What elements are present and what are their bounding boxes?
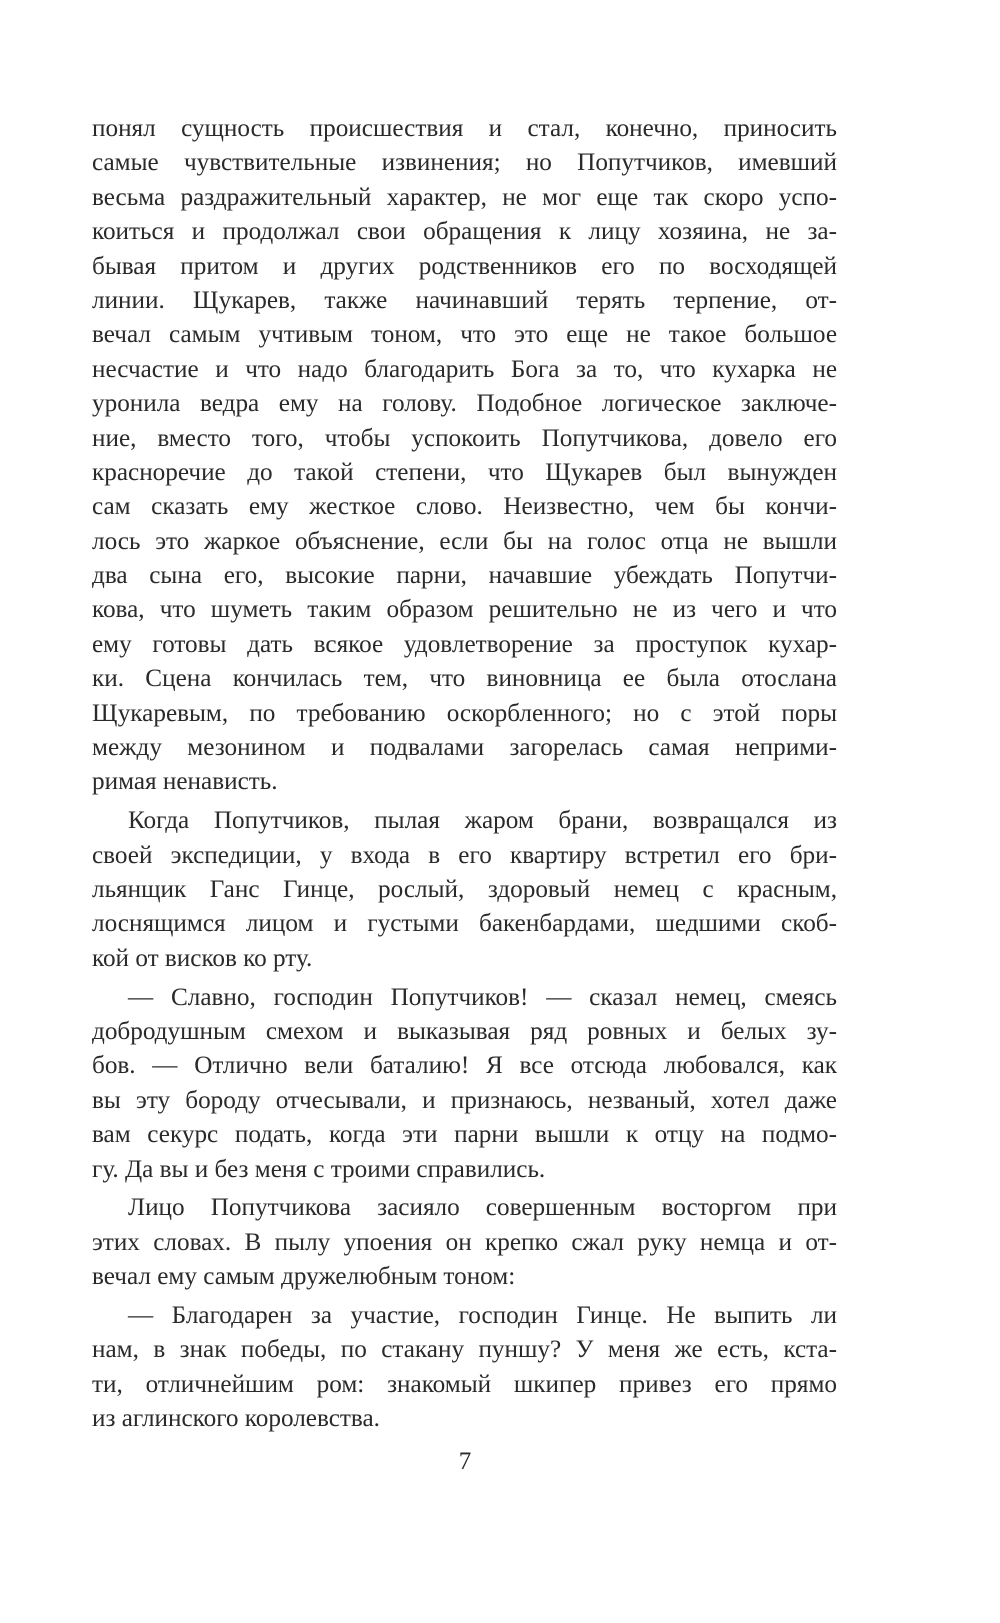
text-line: сам сказать ему жесткое слово. Неизвестно, чем бы кончи- bbox=[92, 493, 837, 521]
text-line: уронила ведра ему на голову. Подобное логическое заключе- bbox=[92, 390, 837, 418]
text-line: между мезонином и подвалами загорелась самая неприми- bbox=[92, 734, 837, 762]
paragraph bbox=[92, 804, 837, 976]
text-line: понял сущность происшествия и стал, конечно, приносить bbox=[92, 115, 837, 142]
text-line: — Благодарен за участие, господин Гинце. Не выпить ли bbox=[128, 1301, 837, 1329]
paragraph bbox=[92, 1299, 837, 1437]
text-line: римая ненависть. bbox=[92, 768, 278, 796]
text-line: ние, вместо того, чтобы успокоить Попутчикова, довело его bbox=[92, 424, 837, 452]
text-line: Щукаревым, по требованию оскорбленного; но с этой поры bbox=[92, 699, 837, 727]
text-line: вечал самым учтивым тоном, что это еще не такое большое bbox=[92, 321, 837, 349]
text-line: кова, что шуметь таким образом решительно не из чего и что bbox=[92, 596, 837, 624]
text-line: ему готовы дать всякое удовлетворение за проступок кухар- bbox=[92, 630, 837, 658]
text-line: ки. Сцена кончилась тем, что виновница ее была отослана bbox=[92, 665, 837, 693]
text-line: коиться и продолжал свои обращения к лицу хозяина, не за- bbox=[92, 218, 837, 246]
text-line: вам секурс подать, когда эти парни вышли к отцу на подмо- bbox=[92, 1121, 837, 1149]
text-line: самые чувствительные извинения; но Попутчиков, имевший bbox=[92, 149, 837, 177]
text-line: вечал ему самым дружелюбным тоном: bbox=[92, 1263, 516, 1291]
text-line: несчастие и что надо благодарить Бога за то, что кухарка не bbox=[92, 355, 837, 383]
text-line: — Славно, господин Попутчиков! — сказал немец, смеясь bbox=[128, 983, 837, 1011]
text-line: лось это жаркое объяснение, если бы на голос отца не вышли bbox=[92, 527, 837, 555]
text-line: ти, отличнейшим ром: знакомый шкипер привез его прямо bbox=[92, 1370, 837, 1398]
text-line: два сына его, высокие парни, начавшие убеждать Попутчи- bbox=[92, 562, 837, 590]
text-line: этих словах. В пылу упоения он крепко сжал руку немца и от- bbox=[92, 1228, 837, 1256]
text-line: своей экспедиции, у входа в его квартиру встретил его бри- bbox=[92, 841, 837, 869]
paragraph bbox=[92, 981, 837, 1187]
body-text bbox=[92, 112, 837, 1441]
text-line: нам, в знак победы, по стакану пуншу? У меня же есть, кста- bbox=[92, 1336, 837, 1364]
paragraph bbox=[92, 1191, 837, 1294]
text-line: Лицо Попутчикова засияло совершенным восторгом при bbox=[128, 1194, 837, 1222]
text-line: гу. Да вы и без меня с троими справились. bbox=[92, 1155, 546, 1183]
text-line: линии. Щукарев, также начинавший терять терпение, от- bbox=[92, 286, 837, 314]
text-line: лоснящимся лицом и густыми бакенбардами, шедшими скоб- bbox=[92, 910, 837, 938]
text-line: из аглинского королевства. bbox=[92, 1405, 380, 1433]
text-line: Когда Попутчиков, пылая жаром брани, возвращался из bbox=[128, 807, 837, 835]
text-line: бов. — Отлично вели баталию! Я все отсюда любовался, как bbox=[92, 1052, 837, 1080]
text-line: кой от висков ко рту. bbox=[92, 944, 313, 972]
text-line: красноречие до такой степени, что Щукарев был вынужден bbox=[92, 458, 837, 486]
text-line: вы эту бороду отчесывали, и признаюсь, незваный, хотел даже bbox=[92, 1086, 837, 1114]
text-line: весьма раздражительный характер, не мог еще так скоро успо- bbox=[92, 183, 837, 211]
paragraph bbox=[92, 112, 837, 800]
text-line: добродушным смехом и выказывая ряд ровных и белых зу- bbox=[92, 1017, 837, 1045]
page-number: 7 bbox=[458, 1448, 472, 1475]
text-line: бывая притом и других родственников его по восходящей bbox=[92, 252, 837, 280]
text-line: льянщик Ганс Гинце, рослый, здоровый немец с красным, bbox=[92, 875, 837, 903]
